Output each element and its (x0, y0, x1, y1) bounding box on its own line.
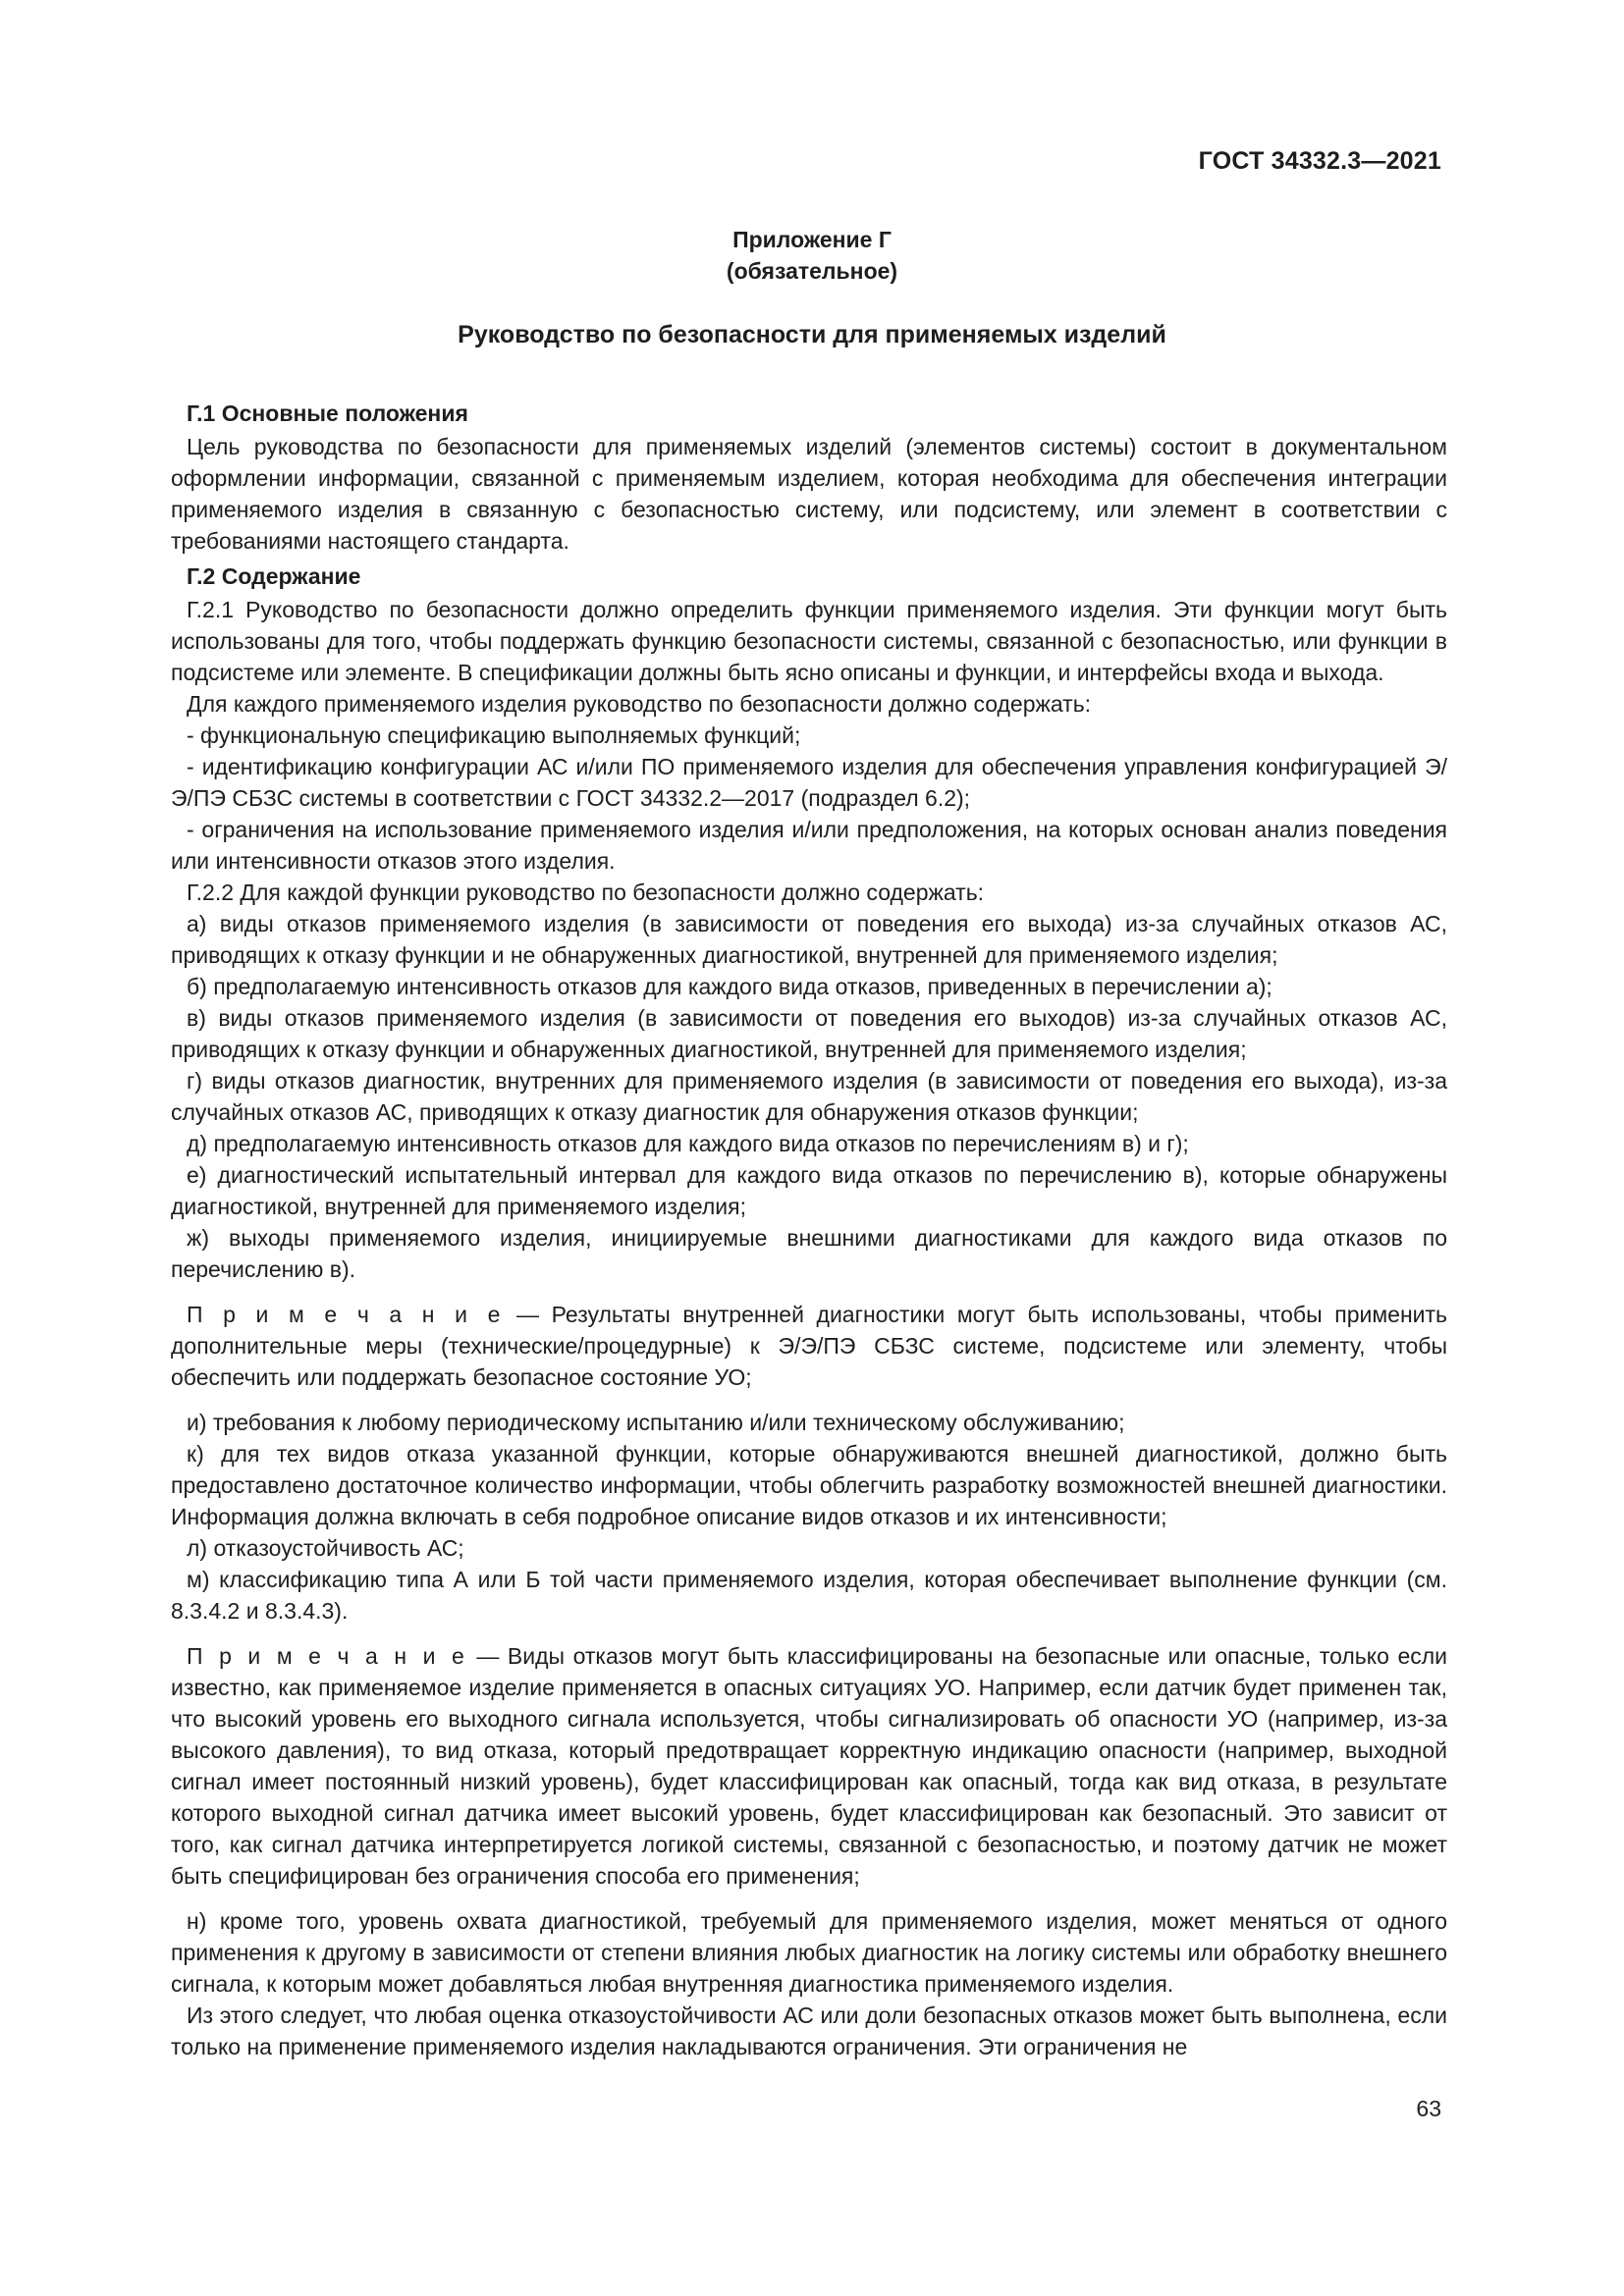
note-text: — Результаты внутренней диагностики могут быть использованы, чтобы применить дополнительные меры (технические/процедурные) к Э/Э/ПЭ СБЗС системе, подсистеме или элементу, чтобы обеспечить или поддержать безопасное состояние УО; (171, 1302, 1448, 1390)
appendix-heading (0, 224, 1624, 287)
page-number: 63 (1416, 2096, 1441, 2121)
list-item: - ограничения на использование применяемого изделия и/или предположения, на которых основан анализ поведения или интенсивности отказов этого изделия. (171, 817, 1447, 874)
note-label: П р и м е ч а н и е (187, 1643, 468, 1669)
page-title: Руководство по безопасности для применяемых изделий (458, 321, 1166, 348)
appendix-status: (обязательное) (726, 258, 898, 284)
list-item: н) кроме того, уровень охвата диагностикой, требуемый для применяемого изделия, может меняться от одного применения к другому в зависимости от степени влияния любых диагностик на логику системы или обработку внешнего сигнала, к которым может добавляться любая внутренняя диагностика применяемого изделия. (171, 1908, 1447, 1997)
list-item: и) требования к любому периодическому испытанию и/или техническому обслуживанию; (187, 1410, 1125, 1435)
document-body (171, 398, 1447, 2062)
note-text: — Виды отказов могут быть классифицированы на безопасные или опасные, только если известно, как применяемое изделие применяется в опасных ситуациях УО. Например, если датчик будет применен так, что высокий уровень его выходного сигнала используется, чтобы сигнализировать об опасности УО (например, из-за высокого давления), то вид отказа, который предотвращает корректную индикацию опасности (например, выходной сигнал имеет постоянный низкий уровень), будет классифицирован как опасный, тогда как вид отказа, в результате которого выходной сигнал датчика имеет высокий уровень, будет классифицирован как безопасный. Это зависит от того, как сигнал датчика интерпретируется логикой системы, связанной с безопасностью, и поэтому датчик не может быть специфицирован без ограничения способа его применения; (171, 1643, 1447, 1889)
list-item: г) виды отказов диагностик, внутренних для применяемого изделия (в зависимости от поведения его выхода), из-за случайных отказов АС, приводящих к отказу диагностик для обнаружения отказов функции; (171, 1068, 1447, 1125)
appendix-label: Приложение Г (732, 227, 892, 252)
list-item: к) для тех видов отказа указанной функции, которые обнаруживаются внешней диагностикой, должно быть предоставлено достаточное количество информации, чтобы облегчить разработку возможностей внешней диагностики. Информация должна включать в себя подробное описание видов отказов и их интенсивности; (171, 1441, 1447, 1529)
list-item: ж) выходы применяемого изделия, инициируемые внешними диагностиками для каждого вида отказов по перечислению в). (171, 1225, 1447, 1282)
paragraph: Цель руководства по безопасности для применяемых изделий (элементов системы) состоит в документальном оформлении информации, связанной с применяемым изделием, которая необходима для обеспечения интеграции применяемого изделия в связанную с безопасностью систему, или подсистему, или элемент в соответствии с требованиями настоящего стандарта. (171, 434, 1447, 554)
paragraph: Г.2.2 Для каждой функции руководство по безопасности должно содержать: (187, 880, 985, 905)
list-item: - идентификацию конфигурации АС и/или ПО применяемого изделия для обеспечения управления конфигурацией Э/Э/ПЭ СБЗС системы в соответствии с ГОСТ 34332.2—2017 (подраздел 6.2); (171, 754, 1447, 811)
list-item: а) виды отказов применяемого изделия (в зависимости от поведения его выхода) из-за случайных отказов АС, приводящих к отказу функции и не обнаруженных диагностикой, внутренней для применяемого изделия; (171, 911, 1447, 968)
note-label: П р и м е ч а н и е (187, 1302, 505, 1327)
paragraph: Из этого следует, что любая оценка отказоустойчивости АС или доли безопасных отказов может быть выполнена, если только на применение применяемого изделия накладываются ограничения. Эти ограничения не (171, 2002, 1447, 2059)
note (171, 1299, 1447, 1393)
document-code: ГОСТ 34332.3—2021 (1198, 147, 1441, 175)
section-heading-g1: Г.1 Основные положения (187, 400, 468, 426)
list-item: в) виды отказов применяемого изделия (в зависимости от поведения его выходов) из-за случайных отказов АС, приводящих к отказу функции и обнаруженных диагностикой, внутренней для применяемого изделия; (171, 1005, 1447, 1062)
list-item: - функциональную спецификацию выполняемых функций; (187, 722, 801, 748)
paragraph: Для каждого применяемого изделия руководство по безопасности должно содержать: (187, 691, 1092, 717)
list-item: м) классификацию типа А или Б той части применяемого изделия, которая обеспечивает выполнение функции (см. 8.3.4.2 и 8.3.4.3). (171, 1567, 1447, 1624)
section-heading-g2: Г.2 Содержание (187, 563, 361, 589)
paragraph: Г.2.1 Руководство по безопасности должно определить функции применяемого изделия. Эти функции могут быть использованы для того, чтобы поддержать функцию безопасности системы, связанной с безопасностью, или функции в подсистеме или элементе. В спецификации должны быть ясно описаны и функции, и интерфейсы входа и выхода. (171, 597, 1447, 685)
list-item: б) предполагаемую интенсивность отказов для каждого вида отказов, приведенных в перечислении а); (187, 974, 1272, 999)
list-item: л) отказоустойчивость АС; (187, 1535, 464, 1561)
note (171, 1640, 1447, 1892)
list-item: д) предполагаемую интенсивность отказов для каждого вида отказов по перечислениям в) и г); (187, 1131, 1189, 1156)
list-item: е) диагностический испытательный интервал для каждого вида отказов по перечислению в), которые обнаружены диагностикой, внутренней для применяемого изделия; (171, 1162, 1447, 1219)
